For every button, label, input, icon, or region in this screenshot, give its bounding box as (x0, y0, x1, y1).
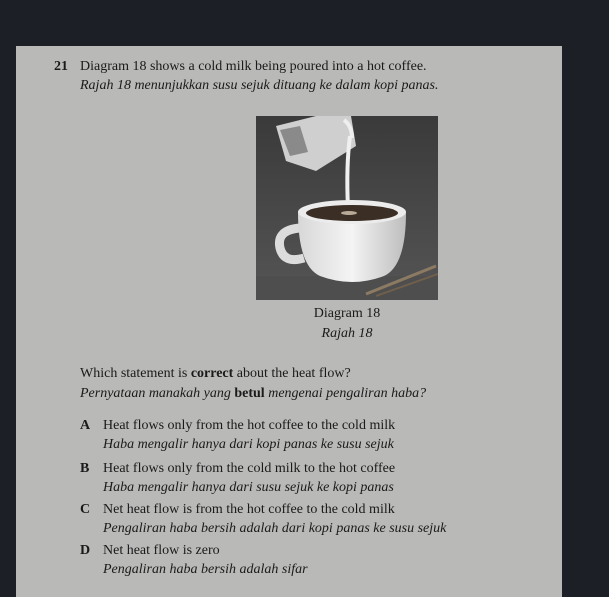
option-d-malay: Pengaliran haba bersih adalah sifar (103, 562, 308, 577)
prompt-english (80, 366, 351, 382)
exam-page (16, 46, 562, 597)
prompt-malay-after: mengenai pengaliran haba? (264, 386, 427, 401)
question-stem-malay: Rajah 18 menunjukkan susu sejuk dituang ke dalam kopi panas. (80, 78, 439, 93)
option-a-letter: A (80, 418, 91, 433)
prompt-malay (80, 386, 426, 402)
option-d-english: Net heat flow is zero (103, 543, 220, 558)
option-a-english: Heat flows only from the hot coffee to the cold milk (103, 418, 396, 433)
milk-coffee-photo (256, 116, 438, 300)
option-b-english: Heat flows only from the cold milk to the hot coffee (103, 461, 396, 476)
question-stem-english: Diagram 18 shows a cold milk being poured into a hot coffee. (80, 59, 427, 74)
option-b-malay: Haba mengalir hanya dari susu sejuk ke kopi panas (103, 480, 394, 495)
figure-caption-malay: Rajah 18 (321, 326, 373, 341)
prompt-malay-before: Pernyataan manakah yang (80, 386, 235, 401)
prompt-english-keyword: correct (190, 366, 234, 381)
option-d-letter: D (80, 543, 91, 558)
option-c-letter: C (80, 502, 91, 517)
option-c-english: Net heat flow is from the hot coffee to the cold milk (103, 502, 395, 517)
option-c-malay: Pengaliran haba bersih adalah dari kopi panas ke susu sejuk (103, 521, 447, 536)
prompt-english-before: Which statement is (80, 366, 191, 381)
figure-caption-english: Diagram 18 (313, 306, 381, 321)
milk-coffee-illustration (256, 116, 438, 300)
prompt-english-after: about the heat flow? (233, 366, 351, 381)
option-b-letter: B (80, 461, 90, 476)
prompt-malay-keyword: betul (234, 386, 265, 401)
option-a-malay: Haba mengalir hanya dari kopi panas ke susu sejuk (103, 437, 394, 452)
question-number: 21 (54, 59, 68, 74)
